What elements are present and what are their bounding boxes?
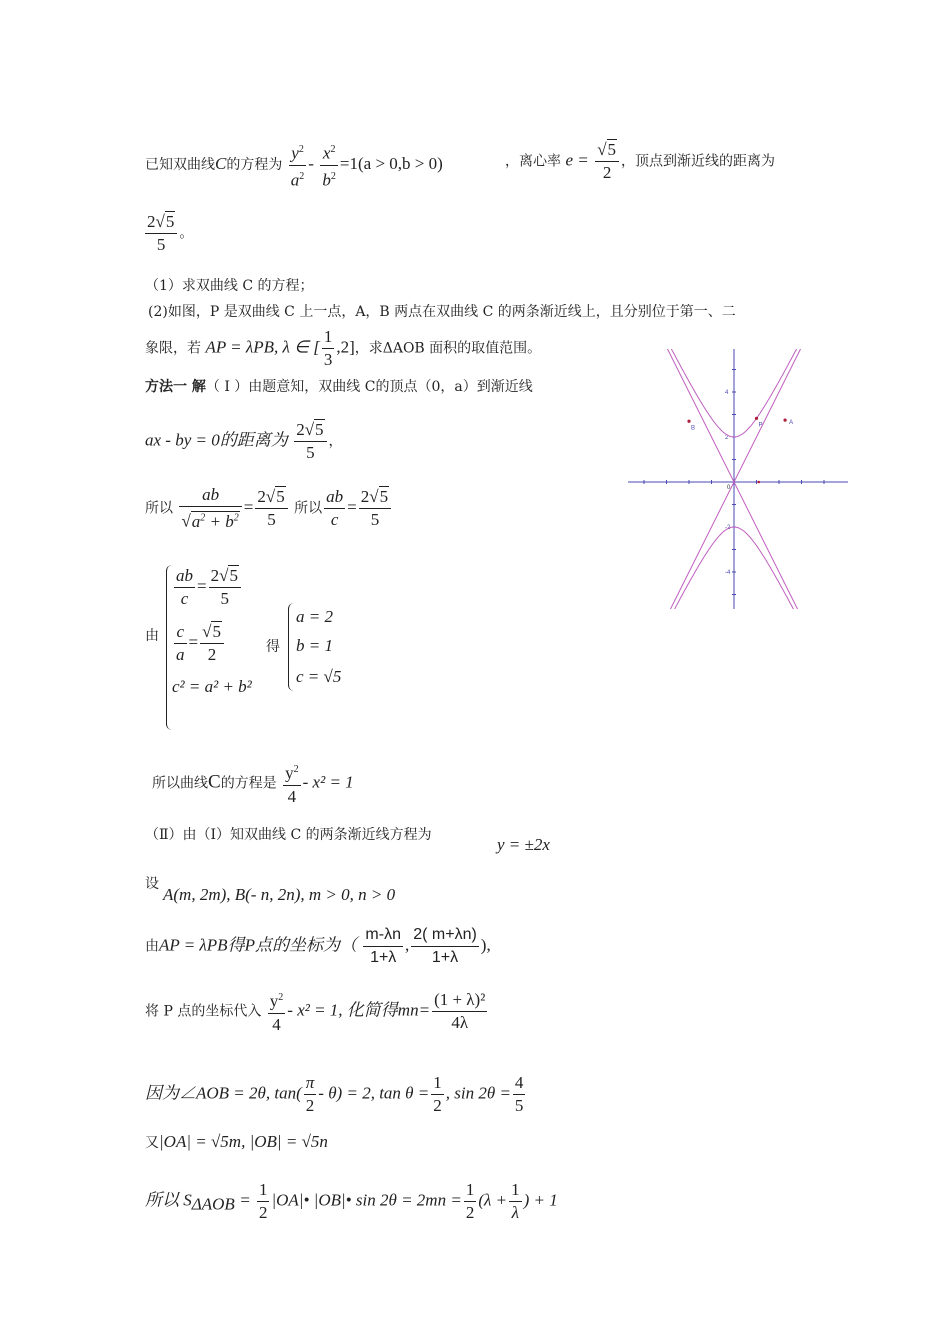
set-label: 设 [145, 876, 159, 892]
sub-text: 将 P 点的坐标代入 [145, 1003, 262, 1020]
point-p [755, 417, 758, 420]
point-label-a: A [789, 420, 794, 427]
curve-line [152, 760, 354, 807]
fraction-1-2-b: $\frac{1}{2}$ [258, 1180, 268, 1222]
area-expr-4: ) + 1 [523, 1190, 558, 1210]
sub-mid: - x² = 1, 化简得mn= [287, 1000, 431, 1020]
angle-line [145, 1073, 527, 1116]
question-2-line-1: (2)如图，P 是双曲线 C 上一点，A，B 两点在双曲线 C 的两条渐近线上，且分别位于第一、二 [148, 304, 736, 320]
point-a [783, 419, 786, 422]
also-expr: |OA| = √5m, |OB| = √5n [159, 1132, 328, 1151]
fraction-y2-4: $\frac{y^2}{4}$ [283, 760, 301, 807]
fraction-ab-c: $\frac{ab}{c}$ [326, 486, 344, 529]
s3-a: 所以 [145, 500, 173, 517]
s2-tail: ， [328, 433, 343, 450]
c-letter: C [215, 154, 227, 174]
curve-c: C [208, 771, 221, 793]
fraction-y2-4-b: $\frac{y^2}{4}$ [268, 988, 286, 1035]
condition: =1(a > 0,b > 0) [339, 154, 443, 174]
sys-prefix: 由 [145, 628, 159, 644]
area-sub: ΔAOB [191, 1194, 235, 1214]
fraction-x2-b2: $\frac{x^2}{b^2}$ [320, 140, 338, 190]
fraction-py: $\frac{2( m+\lambda n)}{1+\lambda}$ [413, 926, 477, 966]
x-axis-mark [757, 481, 760, 484]
fraction-1-lambda: $\frac{1}{\lambda}$ [511, 1180, 520, 1222]
y-tick-label: -4 [725, 570, 731, 576]
question-1: （1）求双曲线 C 的方程； [145, 278, 314, 294]
solution-line-2 [145, 420, 343, 463]
s2-expr: ax - by = 0的距离为 [145, 430, 288, 450]
s3-b: 所以 [294, 500, 323, 517]
sys-row-1: $\frac{ab}{c}$ = $\frac{2√5}{5}$ [172, 566, 243, 609]
ecc-text: ，离心率 [505, 153, 561, 170]
y-tick-label: 4 [725, 390, 729, 396]
ecc-e: e = [565, 150, 589, 170]
solution-line-1 [145, 378, 533, 396]
intro-text: 已知双曲线 [145, 157, 215, 174]
right-brace [288, 603, 295, 691]
area-line [145, 1180, 558, 1223]
fraction-2sqrt5-5-c: $\frac{2√5}{5}$ [255, 487, 287, 530]
q2-range-tail: ,2] [336, 337, 355, 357]
question-2-line-2 [145, 327, 541, 370]
area-prefix: 所以 S [145, 1190, 192, 1210]
point-b [687, 420, 690, 423]
angle-mid: - θ) = 2, tan θ = [318, 1083, 430, 1103]
area-expr-1: = [239, 1190, 255, 1210]
sys-row-2: $\frac{c}{a}$ = $\frac{√5}{2}$ [172, 622, 226, 665]
also-text: 又 [145, 1135, 159, 1151]
s1-text: （ Ⅰ ）由题意知，双曲线 C的顶点（0，a）到渐近线 [205, 379, 533, 395]
angle-text: 因为∠AOB = 2θ, tan( [145, 1083, 302, 1103]
solution-line-3: 所以 $\frac{ab}{√a^2 + b^2}$ = $\frac{2√5}{5}$ 所以 $\frac{ab}{c}$ = $\frac{2√5}{5}$ [145, 485, 393, 532]
eccentricity [505, 140, 775, 183]
asymptote-eq: y = ±2x [497, 835, 550, 854]
q2-vector: AP = λPB, λ ∈ [ [205, 337, 320, 357]
fraction-4-5: $\frac{4}{5}$ [514, 1073, 524, 1115]
point-label-p: P [758, 422, 763, 429]
y-tick-label: -2 [725, 525, 731, 531]
area-expr-2: |OA|• |OB|• sin 2θ = 2mn = [271, 1190, 462, 1210]
origin-label: 0 [727, 485, 731, 491]
part-2-line [145, 826, 432, 844]
fraction-mn: $\frac{\text{(1 + λ)²}}{4\lambda}$ [434, 989, 486, 1032]
fraction-1-2: $\frac{1}{2}$ [433, 1073, 442, 1115]
hyperbola-figure [628, 345, 848, 613]
q2-line2a: 象限，若 [145, 340, 201, 357]
also-line [145, 1133, 328, 1152]
fraction-2sqrt5-5-d: $\frac{2√5}{5}$ [359, 487, 391, 530]
set-expr: A(m, 2m), B(- n, 2n), m > 0, n > 0 [163, 885, 396, 904]
p-prefix: 由 [145, 938, 159, 955]
fraction-ab-sqrt: $\frac{ab}{√a^2 + b^2}$ [179, 485, 241, 532]
p-line: 由AP = λPB得P点的坐标为（ $\frac{m-\lambda n}{1+\lambda}$ , $\frac{2( m+\lambda n)}{1+\lambda}$ ), [145, 926, 491, 966]
problem-line-1: 已知双曲线C的方程为 $\frac{y^2}{a^2}$ - $\frac{x^2}{b^2}$ =1(a > 0,b > 0) [145, 140, 443, 180]
q2-line2b: ，求ΔAOB 面积的取值范围。 [354, 340, 542, 357]
distance-value [143, 212, 193, 255]
fraction-px: $\frac{m-\lambda n}{1+\lambda}$ [365, 926, 401, 966]
axes [628, 349, 848, 609]
p-tail: ), [480, 935, 491, 955]
fraction-y2-a2: $\frac{y^2}{a^2}$ [289, 140, 307, 190]
p-vec: AP = λPB得P点的坐标为（ [159, 935, 357, 955]
fraction-2sqrt5-5: $\frac{2√5}{5}$ [145, 212, 177, 255]
sys-r3: c = √5 [296, 667, 342, 686]
dist-tail: 。 [179, 225, 194, 242]
method-label: 方法一 解 [145, 379, 206, 395]
curve-text-2: 的方程是 [220, 775, 277, 792]
fraction-sqrt5-2: $\frac{√5}{2}$ [595, 140, 619, 183]
comma-text: ，顶点到渐近线的距离为 [621, 153, 776, 170]
part2-text: （Ⅱ）由（Ⅰ）知双曲线 C 的两条渐近线方程为 [145, 827, 432, 843]
fraction-1-3: $\frac{1}{3}$ [323, 327, 333, 369]
points [687, 417, 793, 484]
fraction-1-2-c: $\frac{1}{2}$ [465, 1180, 475, 1222]
sub-line [145, 988, 489, 1035]
angle-mid-2: , sin 2θ = [445, 1083, 511, 1103]
sys-mid: 得 [266, 639, 280, 655]
fraction-2sqrt5-5-b: $\frac{2√5}{5}$ [294, 420, 326, 463]
area-expr-3: (λ + [478, 1190, 508, 1210]
curve-eq-tail: - x² = 1 [302, 772, 354, 792]
intro-text-2: 的方程为 [226, 157, 283, 174]
sys-r2: b = 1 [296, 636, 333, 655]
fraction-pi-2: $\frac{\pi}{2}$ [305, 1073, 315, 1115]
curve-text: 所以曲线 [152, 775, 208, 792]
sys-r1: a = 2 [296, 607, 333, 626]
point-label-b: B [691, 425, 696, 432]
sys-row-3: c² = a² + b² [172, 677, 252, 696]
y-tick-label: 2 [725, 435, 729, 441]
